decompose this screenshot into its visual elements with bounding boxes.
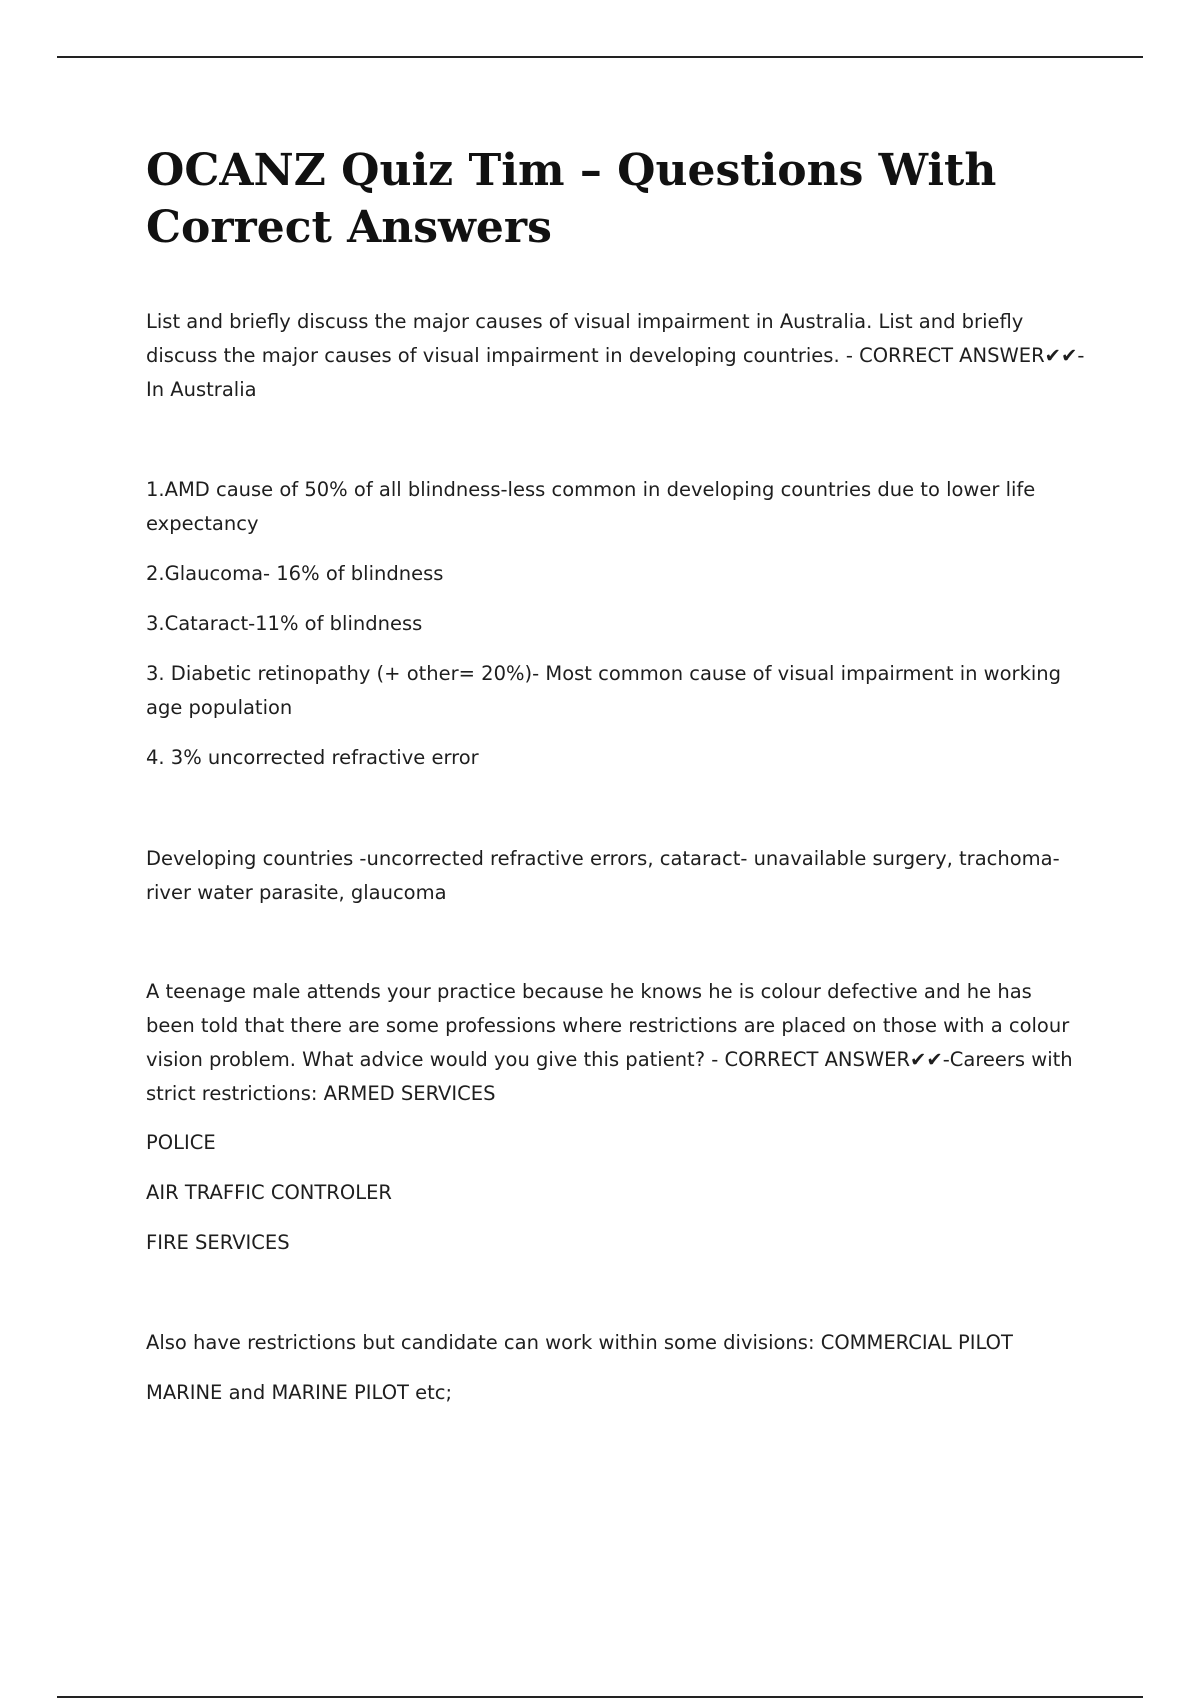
document-title: OCANZ Quiz Tim – Questions With Correct Answers: [146, 145, 997, 253]
question-1-prompt: List and briefly discuss the major causes of visual impairment in Australia. List and briefly discuss the major causes of visual impairment in developing countries. - CORRECT ANSWER✔✔-In Australia: [146, 310, 1085, 401]
answer-item-refractive-error: 4. 3% uncorrected refractive error: [146, 746, 479, 769]
answer-item-diabetic-retinopathy: 3. Diabetic retinopathy (+ other= 20%)- Most common cause of visual impairment in working age population: [146, 662, 1062, 719]
career-item-police: POLICE: [146, 1131, 216, 1154]
restrictions-marine: MARINE and MARINE PILOT etc;: [146, 1381, 453, 1404]
answer-item-glaucoma: 2.Glaucoma- 16% of blindness: [146, 562, 444, 585]
header-rule: [57, 56, 1143, 58]
answer-item-cataract: 3.Cataract-11% of blindness: [146, 612, 423, 635]
restrictions-divisions: Also have restrictions but candidate can work within some divisions: COMMERCIAL PILOT: [146, 1331, 1013, 1354]
footer-rule: [57, 1696, 1143, 1698]
answer-item-amd: 1.AMD cause of 50% of all blindness-less common in developing countries due to lower life expectancy: [146, 478, 1036, 535]
answer-developing-countries: Developing countries -uncorrected refractive errors, cataract- unavailable surgery, trachoma-river water parasite, glaucoma: [146, 847, 1060, 904]
career-item-air-traffic: AIR TRAFFIC CONTROLER: [146, 1181, 392, 1204]
question-2-prompt: A teenage male attends your practice because he knows he is colour defective and he has been told that there are some professions where restrictions are placed on those with a colour vision problem. What advice would you give this patient? - CORRECT ANSWER✔✔-Careers with strict restrictions: ARMED SERVICES: [146, 980, 1073, 1105]
career-item-fire-services: FIRE SERVICES: [146, 1231, 290, 1254]
